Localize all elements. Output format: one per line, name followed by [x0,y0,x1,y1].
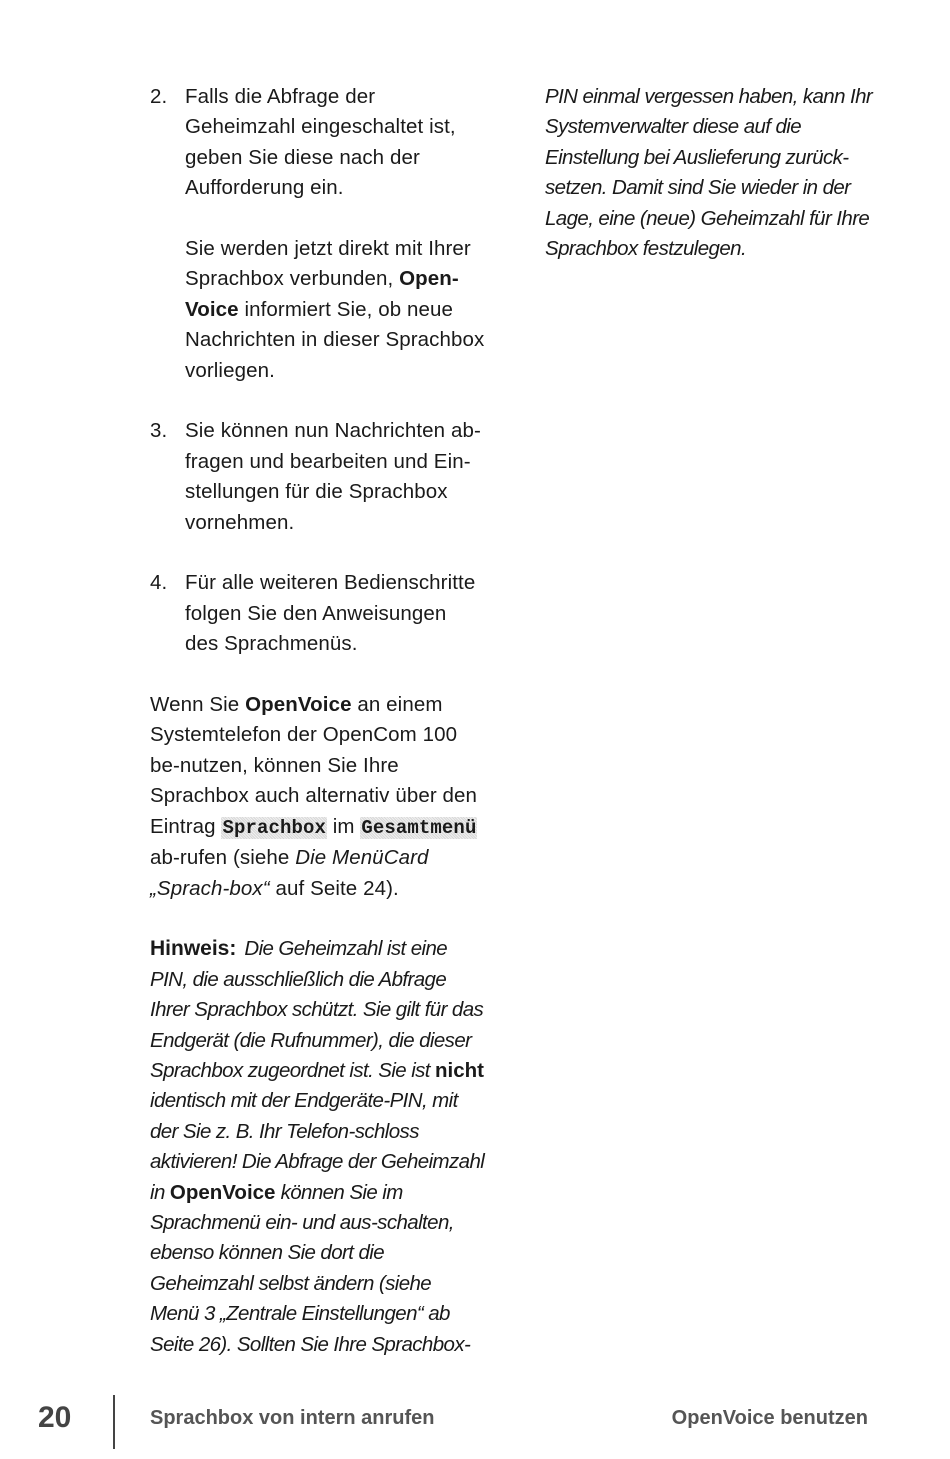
para-a: Wenn Sie [150,693,240,717]
step-2-text: Falls die Abfrage der Geheimzahl eingeschaltet ist, geben Sie diese nach der Aufforderung ein. [185,85,456,200]
menu-entry-sprachbox: Sprachbox [222,816,326,839]
note-paragraph [150,934,485,1360]
menu-entry-gesamtmenue: Gesamtmenü [361,816,477,839]
step-number: 2. [150,85,168,108]
step-2 [150,82,485,386]
note-e: können Sie im Sprachmenü ein- und aus-schalten, ebenso können Sie dort die Geheimzahl selbst ändern (siehe Menü 3 „Zentrale Einstellungen“ ab Seite 26). Sollten Sie Ihre Sprachbox- [150,1180,471,1356]
note-c: identisch mit der Endgeräte-PIN, mit der Sie z. B. Ihr Telefon-schloss aktivieren! Die Abfrage der Geheimzahl in [150,1089,485,1204]
footer-divider [113,1395,115,1449]
product-name: OpenVoice [169,1180,276,1204]
right-column [545,82,885,264]
step-number: 4. [150,571,168,595]
product-name: Open-Voice [185,267,459,321]
footer-section-left: Sprachbox von intern anrufen [150,1407,435,1429]
note-emphasis: nicht [435,1058,484,1082]
step-2-followup-c: informiert Sie, ob neue Nachrichten in dieser Sprachbox vorliegen. [185,297,485,382]
para-d: im [332,814,355,838]
step-3 [150,416,485,538]
step-number: 3. [150,419,168,443]
note-continuation: PIN einmal vergessen haben, kann Ihr Systemverwalter diese auf die Einstellung bei Auslieferung zurück-setzen. Damit sind Sie wieder in der Lage, eine (neue) Geheimzahl für Ihre Sprachbox festzulegen. [545,85,873,261]
page-number: 20 [38,1401,72,1434]
footer-section-right: OpenVoice benutzen [671,1407,868,1429]
alternative-paragraph [150,690,485,904]
step-4-text: Für alle weiteren Bedienschritte folgen Sie den Anweisungen des Sprachmenüs. [185,571,476,656]
page-footer [0,1395,950,1455]
note-label: Hinweis: [150,937,237,961]
step-2-followup-a: Sie werden jetzt direkt mit Ihrer Sprachbox verbunden, [185,237,471,291]
para-f: auf Seite 24). [275,876,399,900]
product-name: OpenVoice [245,693,352,717]
step-3-text: Sie können nun Nachrichten ab-fragen und bearbeiten und Ein-stellungen für die Sprachbox vornehmen. [185,419,481,534]
cross-reference: Die MenüCard „Sprach-box“ [150,846,429,900]
note-a: Die Geheimzahl ist eine PIN, die ausschließlich die Abfrage Ihrer Sprachbox schützt. Sie gilt für das Endgerät (die Rufnummer), die dieser Sprachbox zugeordnet ist. Sie ist [150,937,484,1082]
left-column [150,82,485,1360]
step-2-followup [185,234,485,386]
para-e: ab-rufen (siehe [150,846,290,870]
para-c: an einem Systemtelefon der OpenCom 100 be-nutzen, können Sie Ihre Sprachbox auch alternativ über den Eintrag [150,693,478,838]
step-4 [150,568,485,659]
